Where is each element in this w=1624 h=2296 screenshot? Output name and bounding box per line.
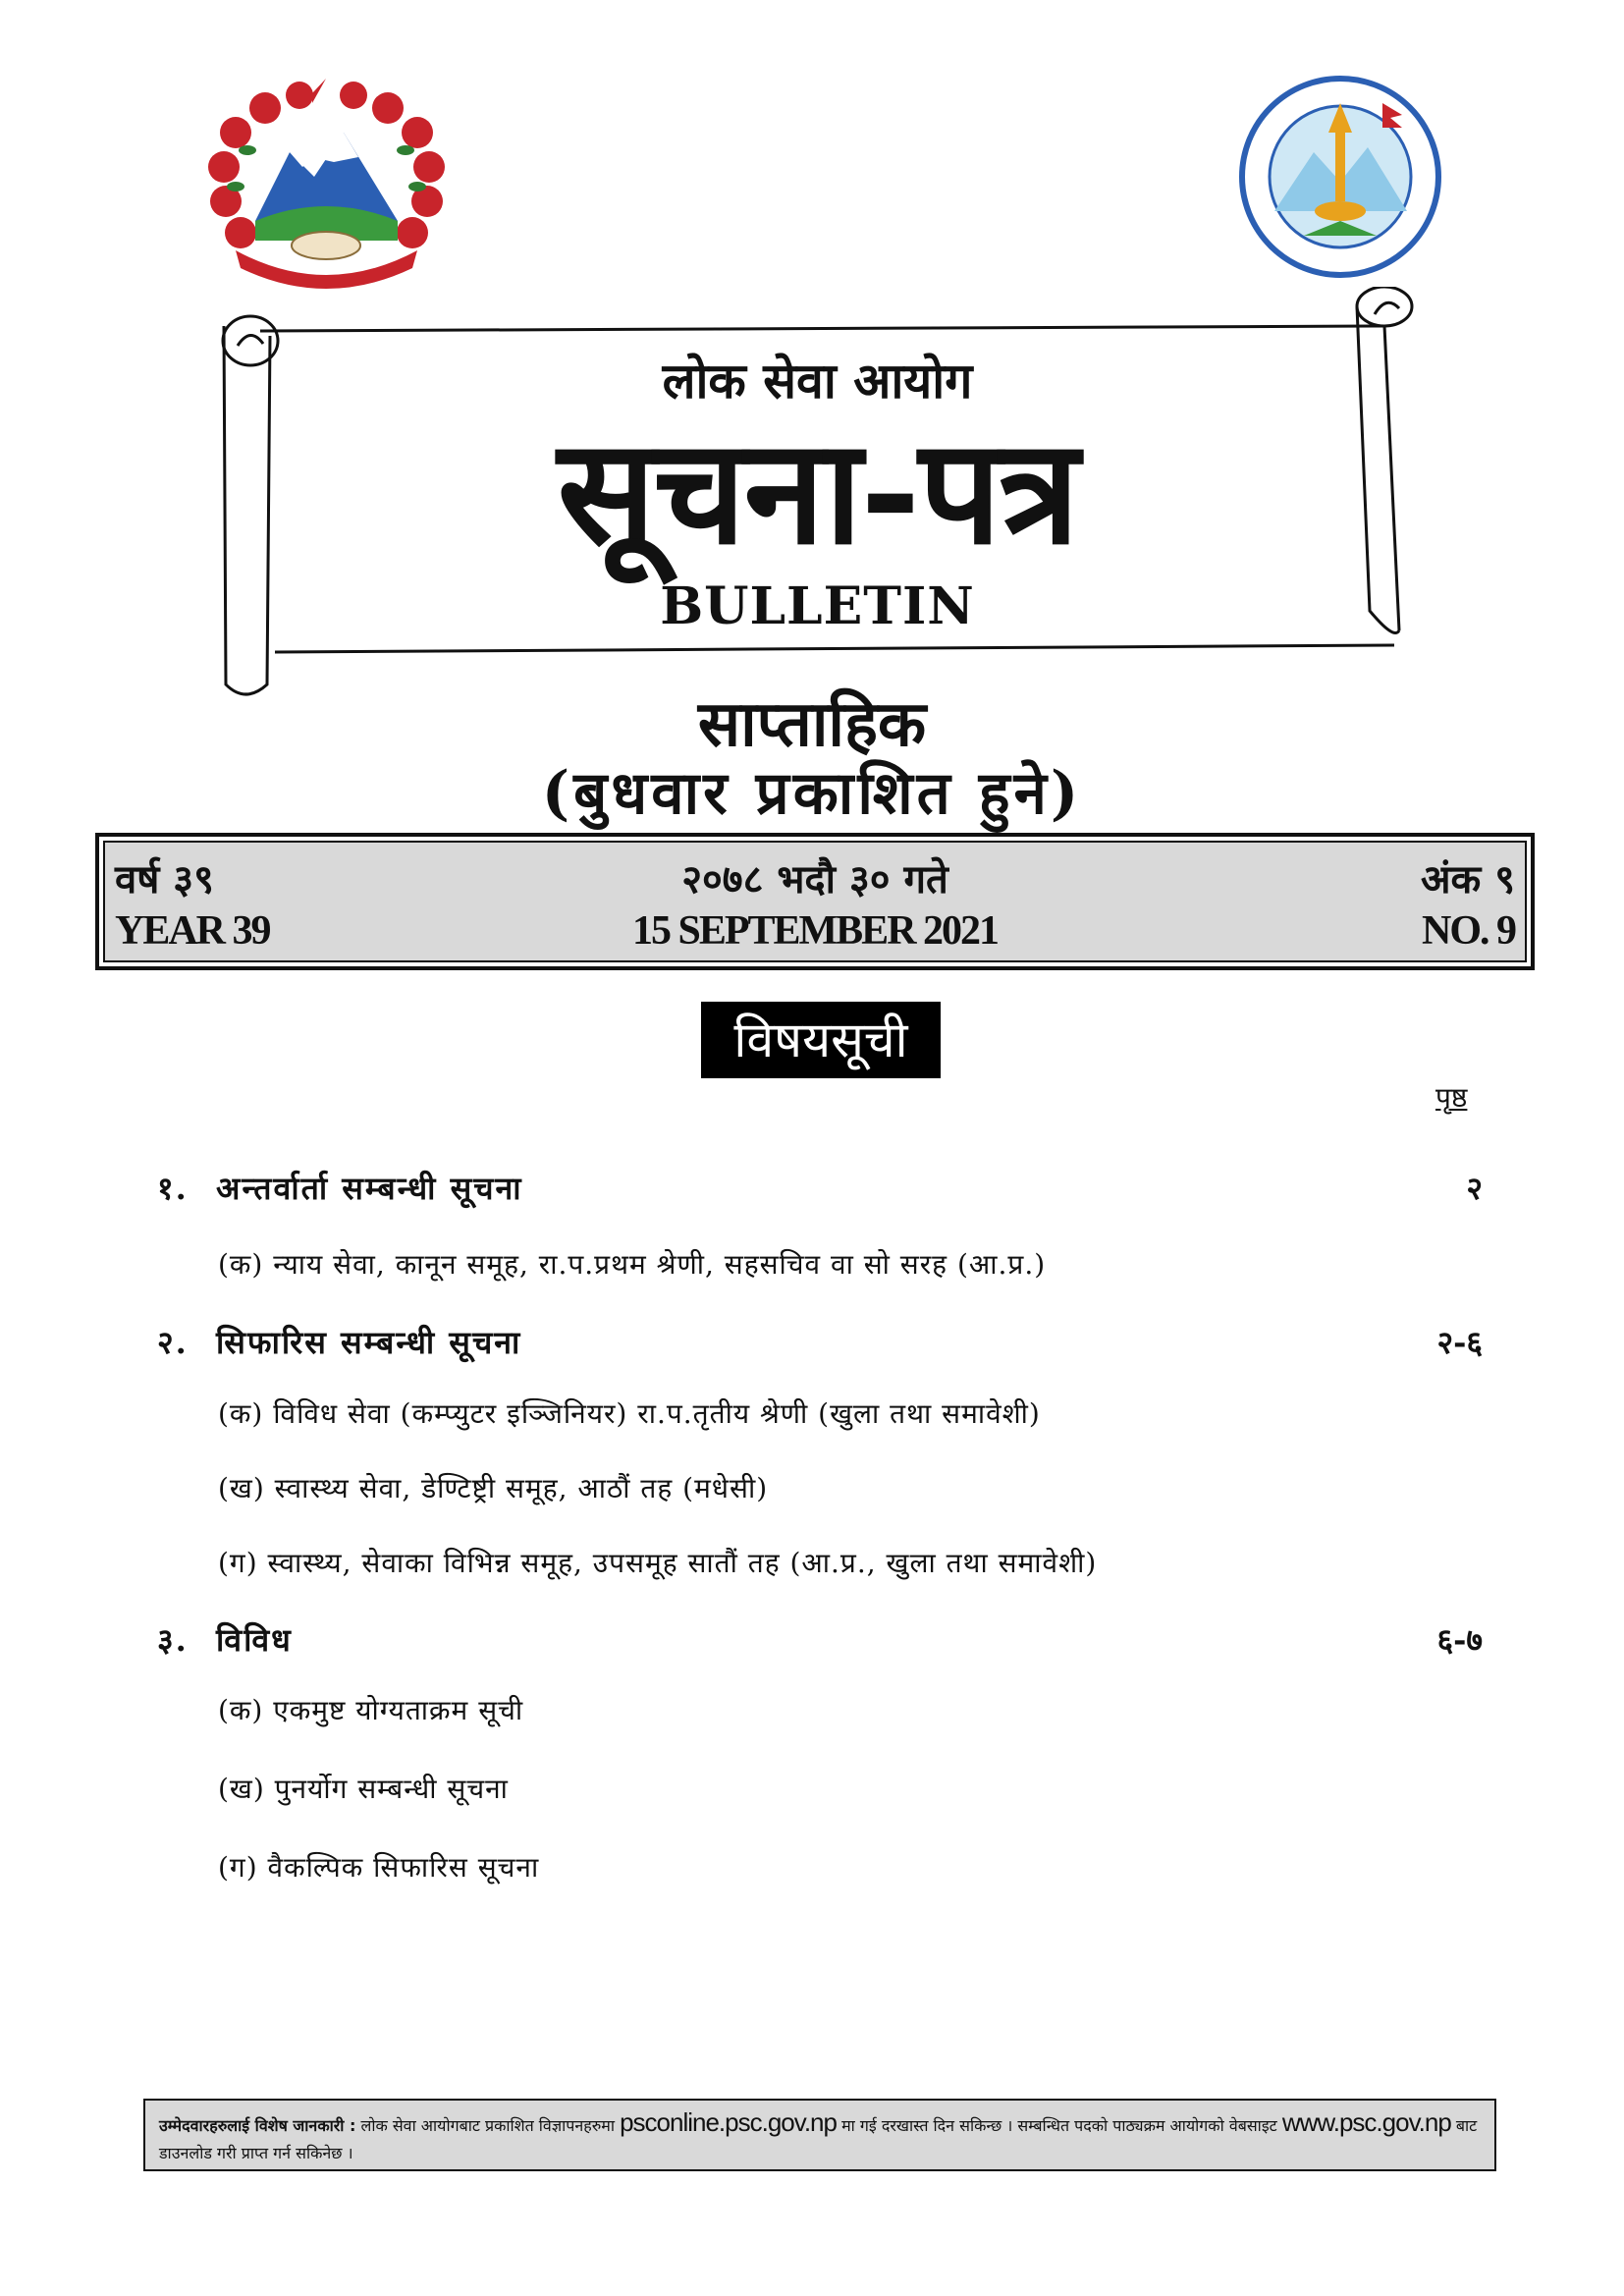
toc-item: (ख) पुनर्योग सम्बन्धी सूचना xyxy=(218,1773,509,1805)
notice-text: मा गई दरखास्त दिन सकिन्छ । सम्बन्धित पदको पाठ्यक्रम आयोगको वेबसाइट xyxy=(841,2116,1277,2135)
contents-title: विषयसूची xyxy=(701,1002,941,1078)
toc-item: (ख) स्वास्थ्य सेवा, डेण्टिष्ट्री समूह, आठौं तह (मधेसी) xyxy=(218,1472,769,1504)
weekly-label: साप्ताहिक xyxy=(697,687,927,761)
toc-section-1 xyxy=(157,1167,523,1209)
toc-section-title: अन्तर्वार्ता सम्बन्धी सूचना xyxy=(216,1170,523,1207)
toc-section-2 xyxy=(157,1321,521,1363)
issue-hindi: अंक ९ xyxy=(1420,856,1515,902)
toc-section-title: सिफारिस सम्बन्धी सूचना xyxy=(216,1324,522,1361)
published-label: (बुधवार प्रकाशित हुने) xyxy=(541,759,1083,828)
toc-section-number: १. xyxy=(157,1170,189,1207)
issue-info-box xyxy=(95,833,1535,970)
issue-english: NO. 9 xyxy=(1422,908,1515,954)
notice-link-psconline[interactable]: psconline.psc.gov.np xyxy=(620,2107,837,2137)
toc-item: (ग) स्वास्थ्य, सेवाका विभिन्न समूह, उपसमूह सातौं तह (आ.प्र., खुला तथा समावेशी) xyxy=(218,1547,1098,1579)
bulletin-title-english: BULLETIN xyxy=(660,576,975,636)
toc-section-number: २. xyxy=(157,1324,189,1361)
toc-section-title: विविध xyxy=(216,1621,293,1659)
toc-section-page: ६-७ xyxy=(1436,1621,1483,1659)
psc-logo-icon xyxy=(1235,74,1446,280)
toc-section-page: २ xyxy=(1466,1170,1483,1207)
org-name: लोक सेवा आयोग xyxy=(662,352,973,410)
notice-label: उम्मेदवारहरुलाई विशेष जानकारी : xyxy=(159,2116,356,2135)
nepal-emblem-icon xyxy=(196,74,457,295)
toc-section-3 xyxy=(157,1618,293,1661)
notice-link-website[interactable]: www.psc.gov.np xyxy=(1281,2107,1451,2137)
date-hindi: २०७८ भदौ ३० गते xyxy=(681,856,948,902)
year-english: YEAR 39 xyxy=(115,908,270,954)
page-column-label: पृष्ठ xyxy=(1435,1081,1468,1114)
toc-section-page: २-६ xyxy=(1436,1324,1483,1361)
toc-item: (क) न्याय सेवा, कानून समूह, रा.प.प्रथम श्रेणी, सहसचिव वा सो सरह (आ.प्र.) xyxy=(218,1248,1047,1281)
year-hindi: वर्ष ३९ xyxy=(115,856,214,902)
bulletin-title-hindi: सूचना-पत्र xyxy=(557,406,1078,576)
notice-text: बाट डाउनलोड गरी प्राप्त गर्न सकिनेछ । xyxy=(159,2116,1478,2162)
toc-section-number: ३. xyxy=(157,1621,189,1659)
notice-text: लोक सेवा आयोगबाट प्रकाशित विज्ञापनहरुमा xyxy=(360,2116,615,2135)
toc-item: (क) एकमुष्ट योग्यताक्रम सूची xyxy=(218,1694,524,1726)
toc-item: (क) विविध सेवा (कम्प्युटर इञ्जिनियर) रा.प.तृतीय श्रेणी (खुला तथा समावेशी) xyxy=(218,1397,1041,1430)
candidate-notice xyxy=(143,2099,1496,2171)
date-english: 15 SEPTEMBER 2021 xyxy=(631,908,999,954)
toc-item: (ग) वैकल्पिक सिफारिस सूचना xyxy=(218,1851,540,1884)
